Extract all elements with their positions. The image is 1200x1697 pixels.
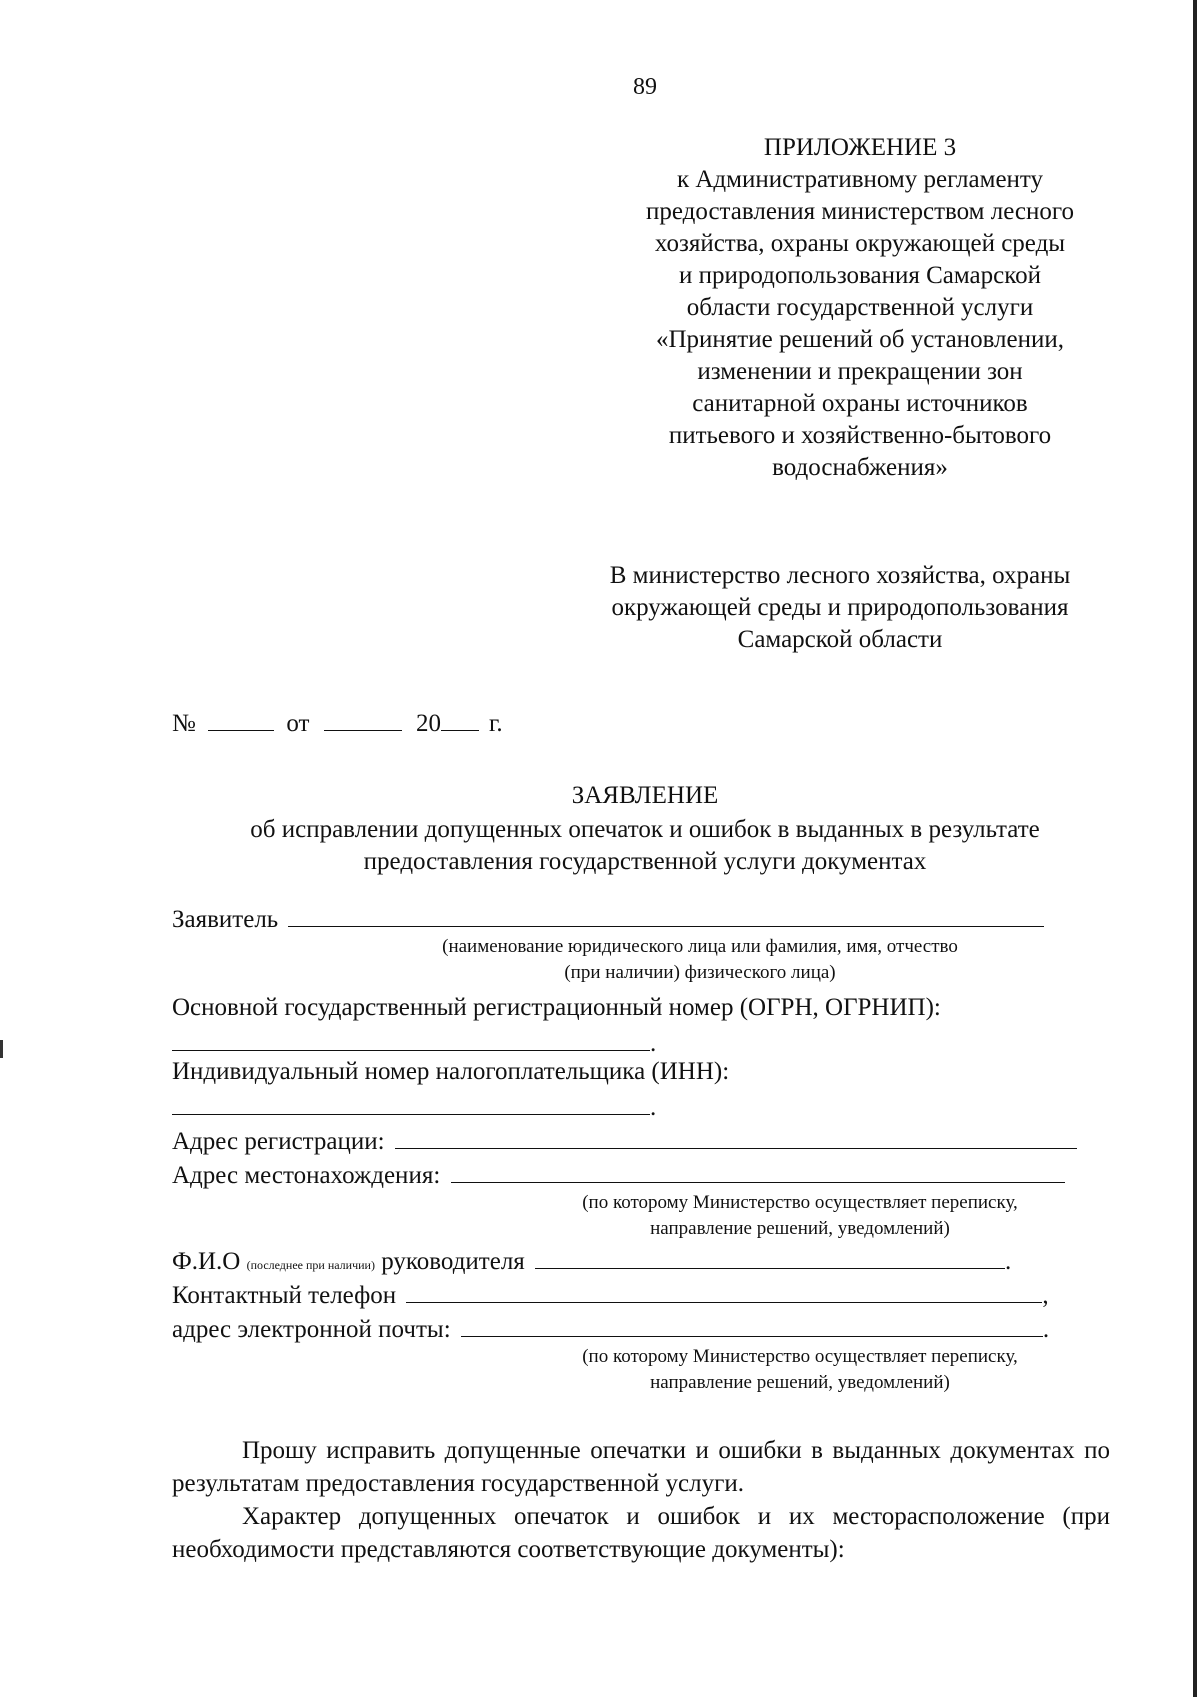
page-number: 89: [633, 74, 657, 100]
number-label: №: [172, 710, 196, 737]
inn-label: Индивидуальный номер налогоплательщика (ИНН):: [172, 1058, 730, 1085]
applicant-hint-line: (наименование юридического лица или фамилия, имя, отчество: [442, 936, 958, 957]
inn-period: .: [650, 1094, 657, 1121]
year-prefix: 20: [415, 710, 441, 737]
number-date-line: [172, 706, 503, 740]
document-subtitle: об исправлении допущенных опечаток и ошибок в выданных в результате: [250, 816, 1040, 843]
applicant-hint: [360, 934, 1040, 986]
applicant-label: Заявитель: [172, 906, 279, 933]
appendix-line: предоставления министерством лесного: [645, 198, 1075, 225]
appendix-title: ПРИЛОЖЕНИЕ 3: [763, 134, 957, 161]
ogrn-label: Основной государственный регистрационный номер (ОГРН, ОГРНИП):: [172, 994, 941, 1021]
recipient-line: окружающей среды и природопользования: [611, 594, 1069, 621]
document-header: [0, 780, 1200, 878]
applicant-row: [172, 902, 1044, 936]
head-row: [172, 1244, 1011, 1281]
location-field[interactable]: [451, 1158, 1065, 1183]
recipient-block: [570, 560, 1110, 656]
recipient-line: В министерство лесного хозяйства, охраны: [609, 562, 1071, 589]
email-hint-line: направление решений, уведомлений): [650, 1372, 950, 1393]
head-label-note: (последнее при наличии): [246, 1258, 375, 1272]
email-row: [172, 1312, 1049, 1346]
email-hint: [500, 1344, 1100, 1396]
phone-comma: ,: [1042, 1282, 1049, 1309]
reg-address-field[interactable]: [395, 1124, 1077, 1149]
head-period: .: [1005, 1248, 1012, 1275]
phone-label: Контактный телефон: [172, 1282, 397, 1309]
document-title: ЗАЯВЛЕНИЕ: [571, 782, 719, 809]
year-suffix: г.: [488, 710, 503, 737]
applicant-hint-line: (при наличии) физического лица): [564, 962, 836, 983]
phone-field[interactable]: [406, 1278, 1042, 1303]
appendix-line: области государственной услуги: [686, 294, 1034, 321]
from-label: от: [286, 710, 310, 737]
request-paragraph: Прошу исправить допущенные опечатки и ошибки в выданных документах по результатам предоставления государственной услуги.: [172, 1437, 1110, 1497]
appendix-line: водоснабжения»: [772, 454, 948, 481]
appendix-line: к Административному регламенту: [676, 166, 1044, 193]
ogrn-row: [172, 1026, 656, 1060]
appendix-line: хозяйства, охраны окружающей среды: [654, 230, 1066, 257]
recipient-line: Самарской области: [737, 626, 943, 653]
location-label: Адрес местонахождения:: [172, 1162, 441, 1189]
appendix-line: санитарной охраны источников: [692, 390, 1028, 417]
reg-address-row: [172, 1124, 1077, 1158]
ogrn-field[interactable]: [172, 1026, 650, 1051]
head-name-field[interactable]: [535, 1244, 1005, 1269]
appendix-line: «Принятие решений об установлении,: [656, 326, 1064, 353]
location-hint-line: (по которому Министерство осуществляет переписку,: [582, 1192, 1018, 1213]
year-field[interactable]: [441, 706, 479, 731]
date-field[interactable]: [324, 706, 402, 731]
location-hint: [500, 1190, 1100, 1242]
head-label-prefix: Ф.И.О: [172, 1248, 241, 1275]
location-row: [172, 1158, 1065, 1192]
document-subtitle: предоставления государственной услуги документах: [363, 848, 927, 875]
email-hint-line: (по которому Министерство осуществляет переписку,: [582, 1346, 1018, 1367]
applicant-field[interactable]: [288, 902, 1044, 927]
head-label-suffix: руководителя: [381, 1248, 525, 1275]
email-label: адрес электронной почты:: [172, 1316, 451, 1343]
ogrn-period: .: [650, 1030, 657, 1057]
phone-row: [172, 1278, 1049, 1312]
number-field[interactable]: [208, 706, 274, 731]
inn-row: [172, 1090, 656, 1124]
appendix-line: изменении и прекращении зон: [697, 358, 1023, 385]
appendix-line: и природопользования Самарской: [679, 262, 1041, 289]
errors-paragraph: Характер допущенных опечаток и ошибок и их месторасположение (при необходимости представляются соответствующие документы):: [172, 1503, 1110, 1563]
email-period: .: [1042, 1316, 1050, 1343]
location-hint-line: направление решений, уведомлений): [650, 1218, 950, 1239]
scan-mark: [0, 1040, 3, 1058]
appendix-block: [620, 132, 1100, 484]
email-field[interactable]: [461, 1312, 1043, 1337]
appendix-line: питьевого и хозяйственно-бытового: [668, 422, 1052, 449]
reg-address-label: Адрес регистрации:: [172, 1128, 385, 1155]
inn-field[interactable]: [172, 1090, 650, 1115]
